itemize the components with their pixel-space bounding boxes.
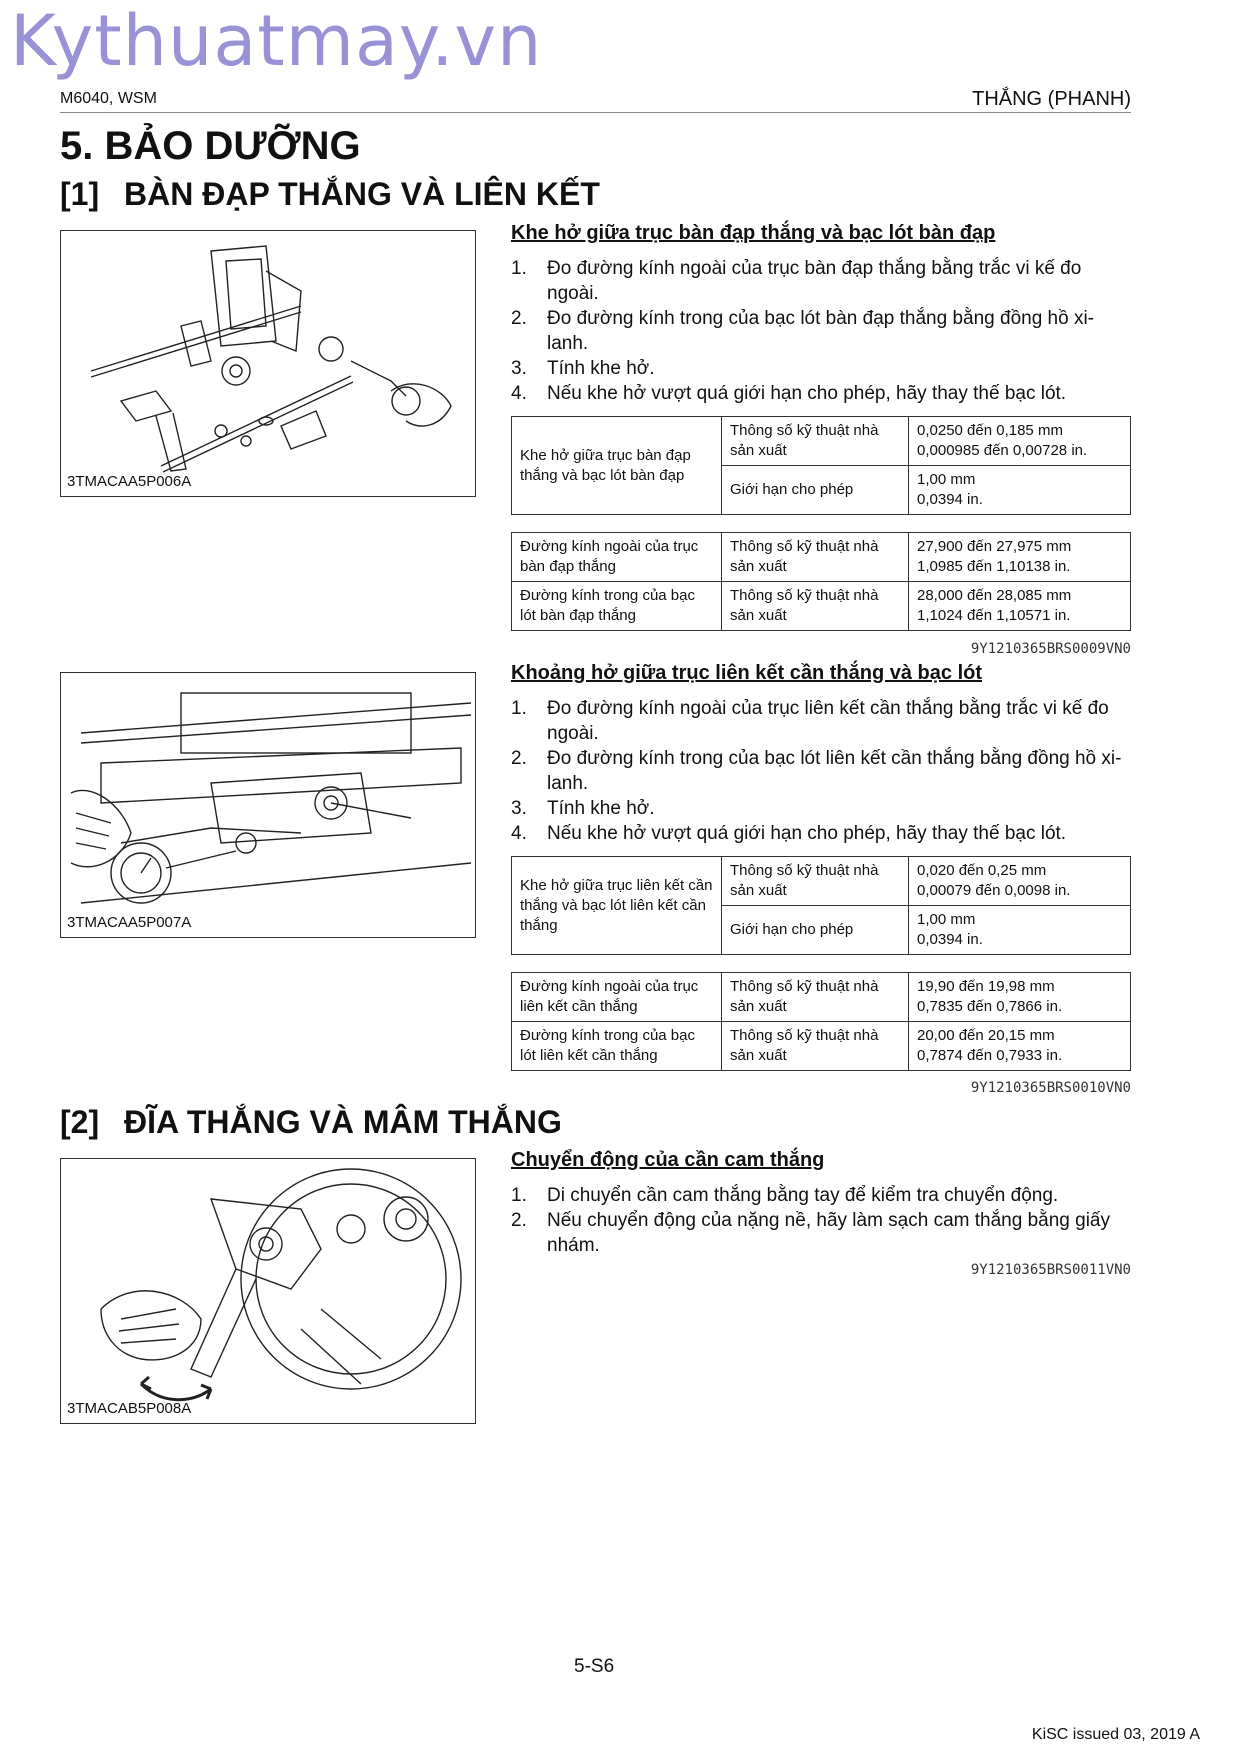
page-title: 5. BẢO DƯỠNG bbox=[60, 124, 361, 168]
figure-linkage bbox=[60, 672, 476, 938]
step-item: 2. Đo đường kính trong của bạc lót bàn đạp thắng bằng đồng hồ xi-lanh. bbox=[511, 308, 1095, 354]
figure-caption: 3TMACAA5P006A bbox=[67, 473, 192, 490]
table-cell: Đường kính trong của bạc lót bàn đạp thắng bbox=[512, 582, 722, 631]
steps-linkage bbox=[511, 696, 1131, 846]
figure-caption: 3TMACAA5P007A bbox=[67, 914, 192, 931]
spec-table-linkage-clearance bbox=[511, 856, 1131, 955]
table-cell: Thông số kỹ thuật nhà sản xuất bbox=[722, 1022, 909, 1071]
table-cell: Thông số kỹ thuật nhà sản xuất bbox=[722, 417, 909, 466]
table-cell: 20,00 đến 20,15 mm 0,7874 đến 0,7933 in. bbox=[909, 1022, 1131, 1071]
spec-table-linkage-diameters bbox=[511, 972, 1131, 1071]
table-cell: 0,0250 đến 0,185 mm 0,000985 đến 0,00728 in. bbox=[909, 417, 1131, 466]
watermark: Kythuatmay.vn bbox=[10, 0, 543, 82]
table-cell: 1,00 mm 0,0394 in. bbox=[909, 906, 1131, 955]
subheading-linkage-clearance: Khoảng hở giữa trục liên kết cần thắng và bạc lót bbox=[511, 662, 982, 684]
header-chapter: THẮNG (PHANH) bbox=[972, 88, 1131, 110]
reference-code: 9Y1210365BRS0010VN0 bbox=[970, 1080, 1131, 1096]
table-cell: Giới hạn cho phép bbox=[722, 906, 909, 955]
table-cell: Đường kính trong của bạc lót liên kết cần thắng bbox=[512, 1022, 722, 1071]
table-cell: 19,90 đến 19,98 mm 0,7835 đến 0,7866 in. bbox=[909, 973, 1131, 1022]
step-item: 1. Đo đường kính ngoài của trục liên kết cần thắng bằng trắc vi kế đo ngoài. bbox=[511, 698, 1109, 744]
linkage-illustration bbox=[61, 673, 475, 937]
table-cell: 27,900 đến 27,975 mm 1,0985 đến 1,10138 in. bbox=[909, 533, 1131, 582]
spec-table-pedal-clearance bbox=[511, 416, 1131, 515]
issue-info: KiSC issued 03, 2019 A bbox=[1031, 1726, 1200, 1743]
table-cell: 0,020 đến 0,25 mm 0,00079 đến 0,0098 in. bbox=[909, 857, 1131, 906]
brake-pedal-illustration bbox=[61, 231, 475, 496]
table-cell: Khe hở giữa trục liên kết cần thắng và bạc lót liên kết cần thắng bbox=[512, 857, 722, 955]
page-number: 5-S6 bbox=[574, 1656, 615, 1677]
table-row bbox=[512, 417, 1131, 466]
section-number: [1] bbox=[60, 176, 100, 212]
table-cell: Thông số kỹ thuật nhà sản xuất bbox=[722, 533, 909, 582]
step-item: 1. Di chuyển cần cam thắng bằng tay để kiểm tra chuyển động. bbox=[511, 1185, 1059, 1206]
step-item: 2. Nếu chuyển động của nặng nề, hãy làm sạch cam thắng bằng giấy nhám. bbox=[511, 1210, 1110, 1256]
figure-caption: 3TMACAB5P008A bbox=[67, 1400, 192, 1417]
step-item: 3. Tính khe hở. bbox=[511, 358, 655, 379]
table-cell: Giới hạn cho phép bbox=[722, 466, 909, 515]
steps-cam bbox=[511, 1183, 1131, 1258]
table-row bbox=[512, 582, 1131, 631]
section-title: ĐĨA THẮNG VÀ MÂM THẮNG bbox=[124, 1104, 562, 1140]
table-cell: 1,00 mm 0,0394 in. bbox=[909, 466, 1131, 515]
reference-code: 9Y1210365BRS0009VN0 bbox=[970, 641, 1131, 657]
table-cell: Khe hở giữa trục bàn đạp thắng và bạc lót bàn đạp bbox=[512, 417, 722, 515]
table-row bbox=[512, 1022, 1131, 1071]
table-row bbox=[512, 857, 1131, 906]
step-item: 4. Nếu khe hở vượt quá giới hạn cho phép, hãy thay thế bạc lót. bbox=[511, 383, 1067, 404]
steps-pedal bbox=[511, 256, 1131, 406]
step-item: 3. Tính khe hở. bbox=[511, 798, 655, 819]
figure-brake-pedal bbox=[60, 230, 476, 497]
table-cell: Thông số kỹ thuật nhà sản xuất bbox=[722, 973, 909, 1022]
table-cell: 28,000 đến 28,085 mm 1,1024 đến 1,10571 in. bbox=[909, 582, 1131, 631]
step-item: 1. Đo đường kính ngoài của trục bàn đạp thắng bằng trắc vi kế đo ngoài. bbox=[511, 258, 1082, 304]
table-cell: Thông số kỹ thuật nhà sản xuất bbox=[722, 582, 909, 631]
brake-cam-illustration bbox=[61, 1159, 475, 1423]
step-item: 4. Nếu khe hở vượt quá giới hạn cho phép, hãy thay thế bạc lót. bbox=[511, 823, 1067, 844]
table-cell: Thông số kỹ thuật nhà sản xuất bbox=[722, 857, 909, 906]
step-item: 2. Đo đường kính trong của bạc lót liên kết cần thắng bằng đồng hồ xi-lanh. bbox=[511, 748, 1122, 794]
table-row bbox=[512, 973, 1131, 1022]
table-cell: Đường kính ngoài của trục liên kết cần thắng bbox=[512, 973, 722, 1022]
figure-brake-cam bbox=[60, 1158, 476, 1424]
section-number: [2] bbox=[60, 1104, 100, 1140]
reference-code: 9Y1210365BRS0011VN0 bbox=[970, 1262, 1131, 1278]
table-cell: Đường kính ngoài của trục bàn đạp thắng bbox=[512, 533, 722, 582]
table-row bbox=[512, 533, 1131, 582]
section-heading-1 bbox=[60, 176, 600, 213]
subheading-cam-movement: Chuyển động của cần cam thắng bbox=[511, 1149, 825, 1171]
subheading-pedal-clearance: Khe hở giữa trục bàn đạp thắng và bạc lót bàn đạp bbox=[511, 222, 996, 244]
section-title: BÀN ĐẠP THẮNG VÀ LIÊN KẾT bbox=[124, 176, 600, 212]
section-heading-2 bbox=[60, 1104, 562, 1141]
spec-table-pedal-diameters bbox=[511, 532, 1131, 631]
header-model: M6040, WSM bbox=[60, 90, 157, 107]
header-rule bbox=[60, 112, 1131, 113]
